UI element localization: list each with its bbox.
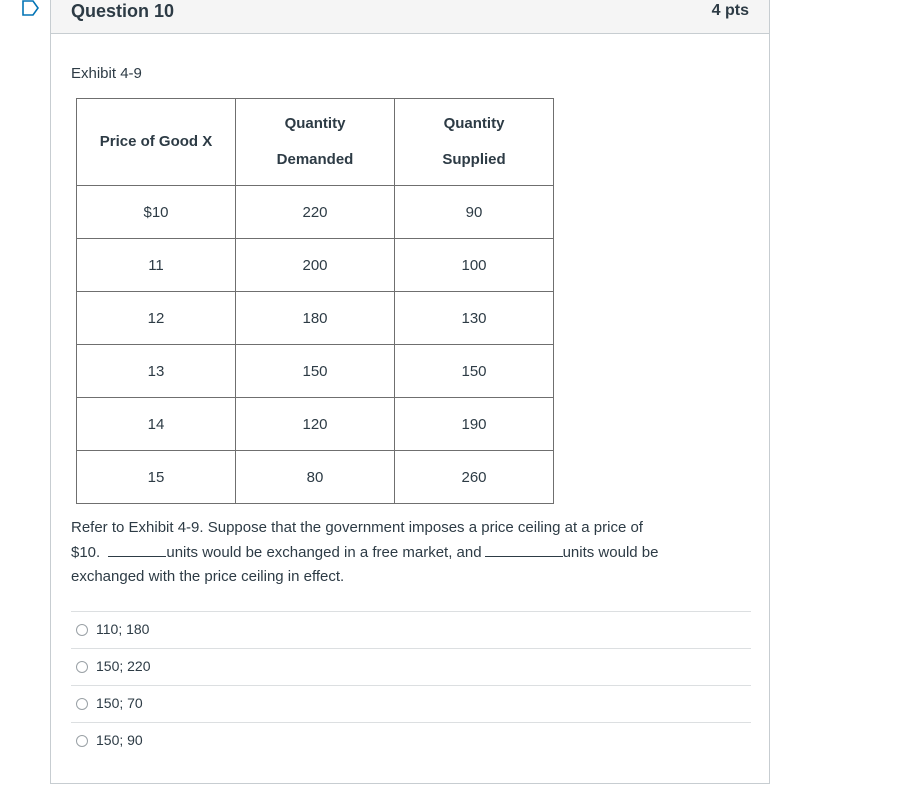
answer-label[interactable]: 150; 220: [96, 658, 151, 674]
table-header-row: [77, 99, 554, 186]
table-cell: 13: [77, 345, 236, 398]
answer-option[interactable]: [71, 722, 751, 759]
question-card: [50, 0, 770, 784]
table-header-text: Quantity: [284, 115, 346, 132]
table-cell: 90: [395, 186, 554, 239]
radio-unselected-icon[interactable]: [76, 698, 88, 710]
table-row: [77, 186, 554, 239]
prompt-line-2b: units would be exchanged in a free market, and: [166, 544, 482, 561]
question-header: [51, 0, 769, 34]
table-header-text: Price of Good X: [99, 133, 213, 150]
fill-blank-2: [485, 540, 563, 557]
exhibit-label: Exhibit 4-9: [71, 65, 142, 82]
table-header-text: Quantity: [443, 115, 505, 132]
answer-option[interactable]: [71, 648, 751, 685]
table-row: [77, 398, 554, 451]
question-title: Question 10: [71, 1, 175, 21]
radio-unselected-icon[interactable]: [76, 735, 88, 747]
table-header-text: Supplied: [442, 151, 506, 168]
table-row: [77, 239, 554, 292]
question-points: 4 pts: [711, 2, 749, 19]
radio-unselected-icon[interactable]: [76, 624, 88, 636]
prompt-line-2c: units would be: [562, 544, 659, 561]
table-cell: 180: [236, 292, 395, 345]
prompt-line-2a: $10.: [71, 544, 101, 561]
table-header-cell: [236, 99, 395, 186]
table-cell: 190: [395, 398, 554, 451]
table-row: [77, 292, 554, 345]
answer-list: [71, 611, 751, 759]
table-cell: 220: [236, 186, 395, 239]
table-cell: 120: [236, 398, 395, 451]
prompt-line-3: exchanged with the price ceiling in effect.: [71, 568, 345, 585]
question-prompt: [71, 516, 691, 589]
table-cell: 150: [236, 345, 395, 398]
table-row: [77, 345, 554, 398]
answer-option[interactable]: [71, 611, 751, 648]
table-row: [77, 451, 554, 504]
table-cell: $10: [77, 186, 236, 239]
answer-label[interactable]: 110; 180: [96, 621, 150, 637]
table-cell: 12: [77, 292, 236, 345]
radio-unselected-icon[interactable]: [76, 661, 88, 673]
fill-blank-1: [108, 540, 166, 557]
prompt-line-1: Refer to Exhibit 4-9. Suppose that the government imposes a price ceiling at a price of: [71, 519, 643, 536]
table-cell: 100: [395, 239, 554, 292]
table-cell: 200: [236, 239, 395, 292]
table-cell: 130: [395, 292, 554, 345]
table-body: [77, 186, 554, 504]
answer-label[interactable]: 150; 90: [96, 732, 143, 748]
bookmark-flag-icon[interactable]: [22, 0, 40, 16]
answer-label[interactable]: 150; 70: [96, 695, 143, 711]
table-cell: 14: [77, 398, 236, 451]
exhibit-table: [76, 98, 554, 504]
table-header-cell: [395, 99, 554, 186]
table-cell: 11: [77, 239, 236, 292]
table-cell: 150: [395, 345, 554, 398]
answer-option[interactable]: [71, 685, 751, 722]
table-header-cell: [77, 99, 236, 186]
table-cell: 80: [236, 451, 395, 504]
table-header-text: Demanded: [276, 151, 354, 168]
table-cell: 260: [395, 451, 554, 504]
table-cell: 15: [77, 451, 236, 504]
